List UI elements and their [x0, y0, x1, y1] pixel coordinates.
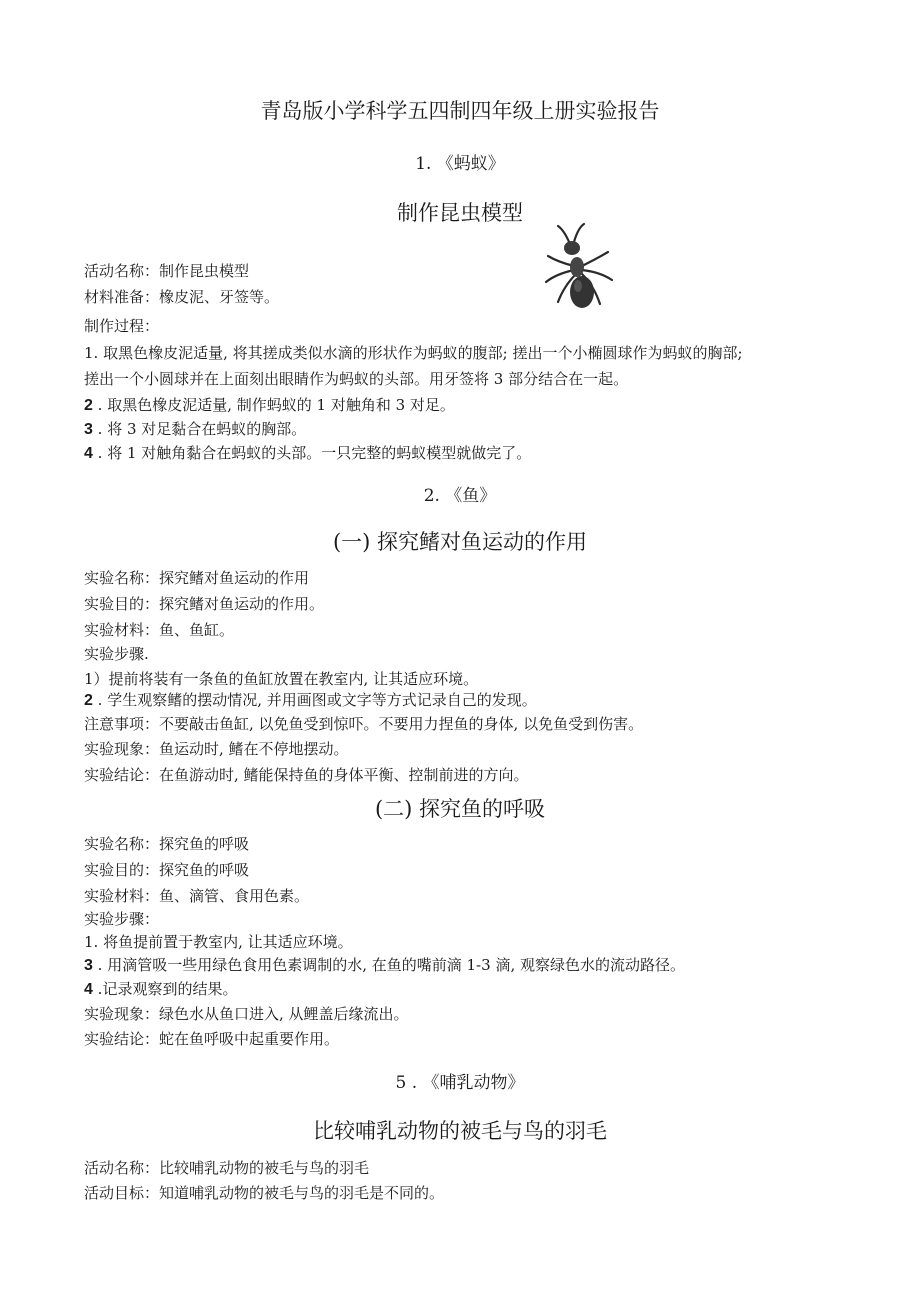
section-2-subheading-1: (一) 探究鳍对鱼运动的作用 — [332, 530, 588, 554]
s1-step-2 — [84, 394, 455, 415]
s2a-note: 注意事项：不要敲击鱼缸, 以免鱼受到惊吓。不要用力捏鱼的身体, 以免鱼受到伤害。 — [84, 715, 644, 733]
s2b-name: 实验名称：探究鱼的呼吸 — [84, 835, 250, 853]
section-2-heading: 2. 《鱼》 — [423, 486, 497, 506]
step-number: 2 — [84, 692, 93, 709]
s1-process-label: 制作过程： — [84, 317, 160, 335]
step-text: . 将 1 对触角黏合在蚂蚁的头部。一只完整的蚂蚁模型就做完了。 — [92, 444, 532, 462]
section-5-heading: 5 . 《哺乳动物》 — [395, 1073, 525, 1093]
s2a-observation: 实验现象：鱼运动时, 鳍在不停地摆动。 — [84, 740, 349, 758]
s5-activity-goal: 活动目标：知道哺乳动物的被毛与鸟的羽毛是不同的。 — [84, 1184, 445, 1202]
section-1-subheading: 制作昆虫模型 — [397, 201, 523, 225]
step-text: . 将 3 对足黏合在蚂蚁的胸部。 — [92, 420, 307, 438]
step-text: . 学生观察鳍的摆动情况, 并用画图或文字等方式记录自己的发现。 — [92, 691, 537, 709]
s2b-step-1: 1. 将鱼提前置于教室内, 让其适应环境。 — [84, 933, 353, 951]
section-5-subheading: 比较哺乳动物的被毛与鸟的羽毛 — [313, 1119, 607, 1143]
s5-activity-name: 活动名称：比较哺乳动物的被毛与鸟的羽毛 — [84, 1159, 370, 1177]
s1-step-1b: 搓出一个小圆球并在上面刻出眼睛作为蚂蚁的头部。用牙签将 3 部分结合在一起。 — [84, 370, 629, 388]
s2a-steps-label: 实验步骤. — [84, 645, 149, 663]
s2b-step-3 — [84, 954, 685, 975]
s1-step-4 — [84, 442, 531, 463]
s2a-step-2 — [84, 689, 537, 710]
step-text: . 用滴管吸一些用绿色食用色素调制的水, 在鱼的嘴前滴 1-3 滴, 观察绿色水的流动路径。 — [92, 956, 685, 974]
s2a-materials: 实验材料：鱼、鱼缸。 — [84, 621, 235, 639]
step-number: 4 — [84, 981, 93, 998]
s2b-observation: 实验现象：绿色水从鱼口进入, 从鲤盖后缘流出。 — [84, 1005, 409, 1023]
step-number: 3 — [84, 957, 93, 974]
section-2-subheading-2: (二) 探究鱼的呼吸 — [374, 797, 546, 821]
s2a-step-1: 1）提前将装有一条鱼的鱼缸放置在教室内, 让其适应环境。 — [84, 670, 479, 688]
s1-activity-name: 活动名称：制作昆虫模型 — [84, 262, 250, 280]
ant-photo-icon — [540, 222, 616, 314]
step-number: 4 — [84, 445, 93, 462]
s2a-goal: 实验目的：探究鳍对鱼运动的作用。 — [84, 595, 325, 613]
s1-materials: 材料准备：橡皮泥、牙签等。 — [84, 288, 280, 306]
s1-step-3 — [84, 418, 306, 439]
section-1-heading: 1. 《蚂蚁》 — [415, 154, 505, 174]
s2b-step-4 — [84, 978, 237, 999]
step-number: 2 — [84, 397, 93, 414]
document-title: 青岛版小学科学五四制四年级上册实验报告 — [260, 99, 660, 123]
step-text: .记录观察到的结果。 — [92, 980, 238, 998]
step-text: . 取黑色橡皮泥适量, 制作蚂蚁的 1 对触角和 3 对足。 — [92, 396, 455, 414]
s2b-conclusion: 实验结论：蛇在鱼呼吸中起重要作用。 — [84, 1030, 340, 1048]
s2b-materials: 实验材料：鱼、滴管、食用色素。 — [84, 887, 310, 905]
s2a-conclusion: 实验结论：在鱼游动时, 鳍能保持鱼的身体平衡、控制前进的方向。 — [84, 766, 529, 784]
s2b-steps-label: 实验步骤： — [84, 910, 160, 928]
s1-step-1a: 1. 取黑色橡皮泥适量, 将其搓成类似水滴的形状作为蚂蚁的腹部; 搓出一个小椭圆球作为蚂蚁的胸部; — [84, 344, 743, 362]
step-number: 3 — [84, 421, 93, 438]
s2b-goal: 实验目的：探究鱼的呼吸 — [84, 861, 250, 879]
s2a-name: 实验名称：探究鳍对鱼运动的作用 — [84, 569, 310, 587]
